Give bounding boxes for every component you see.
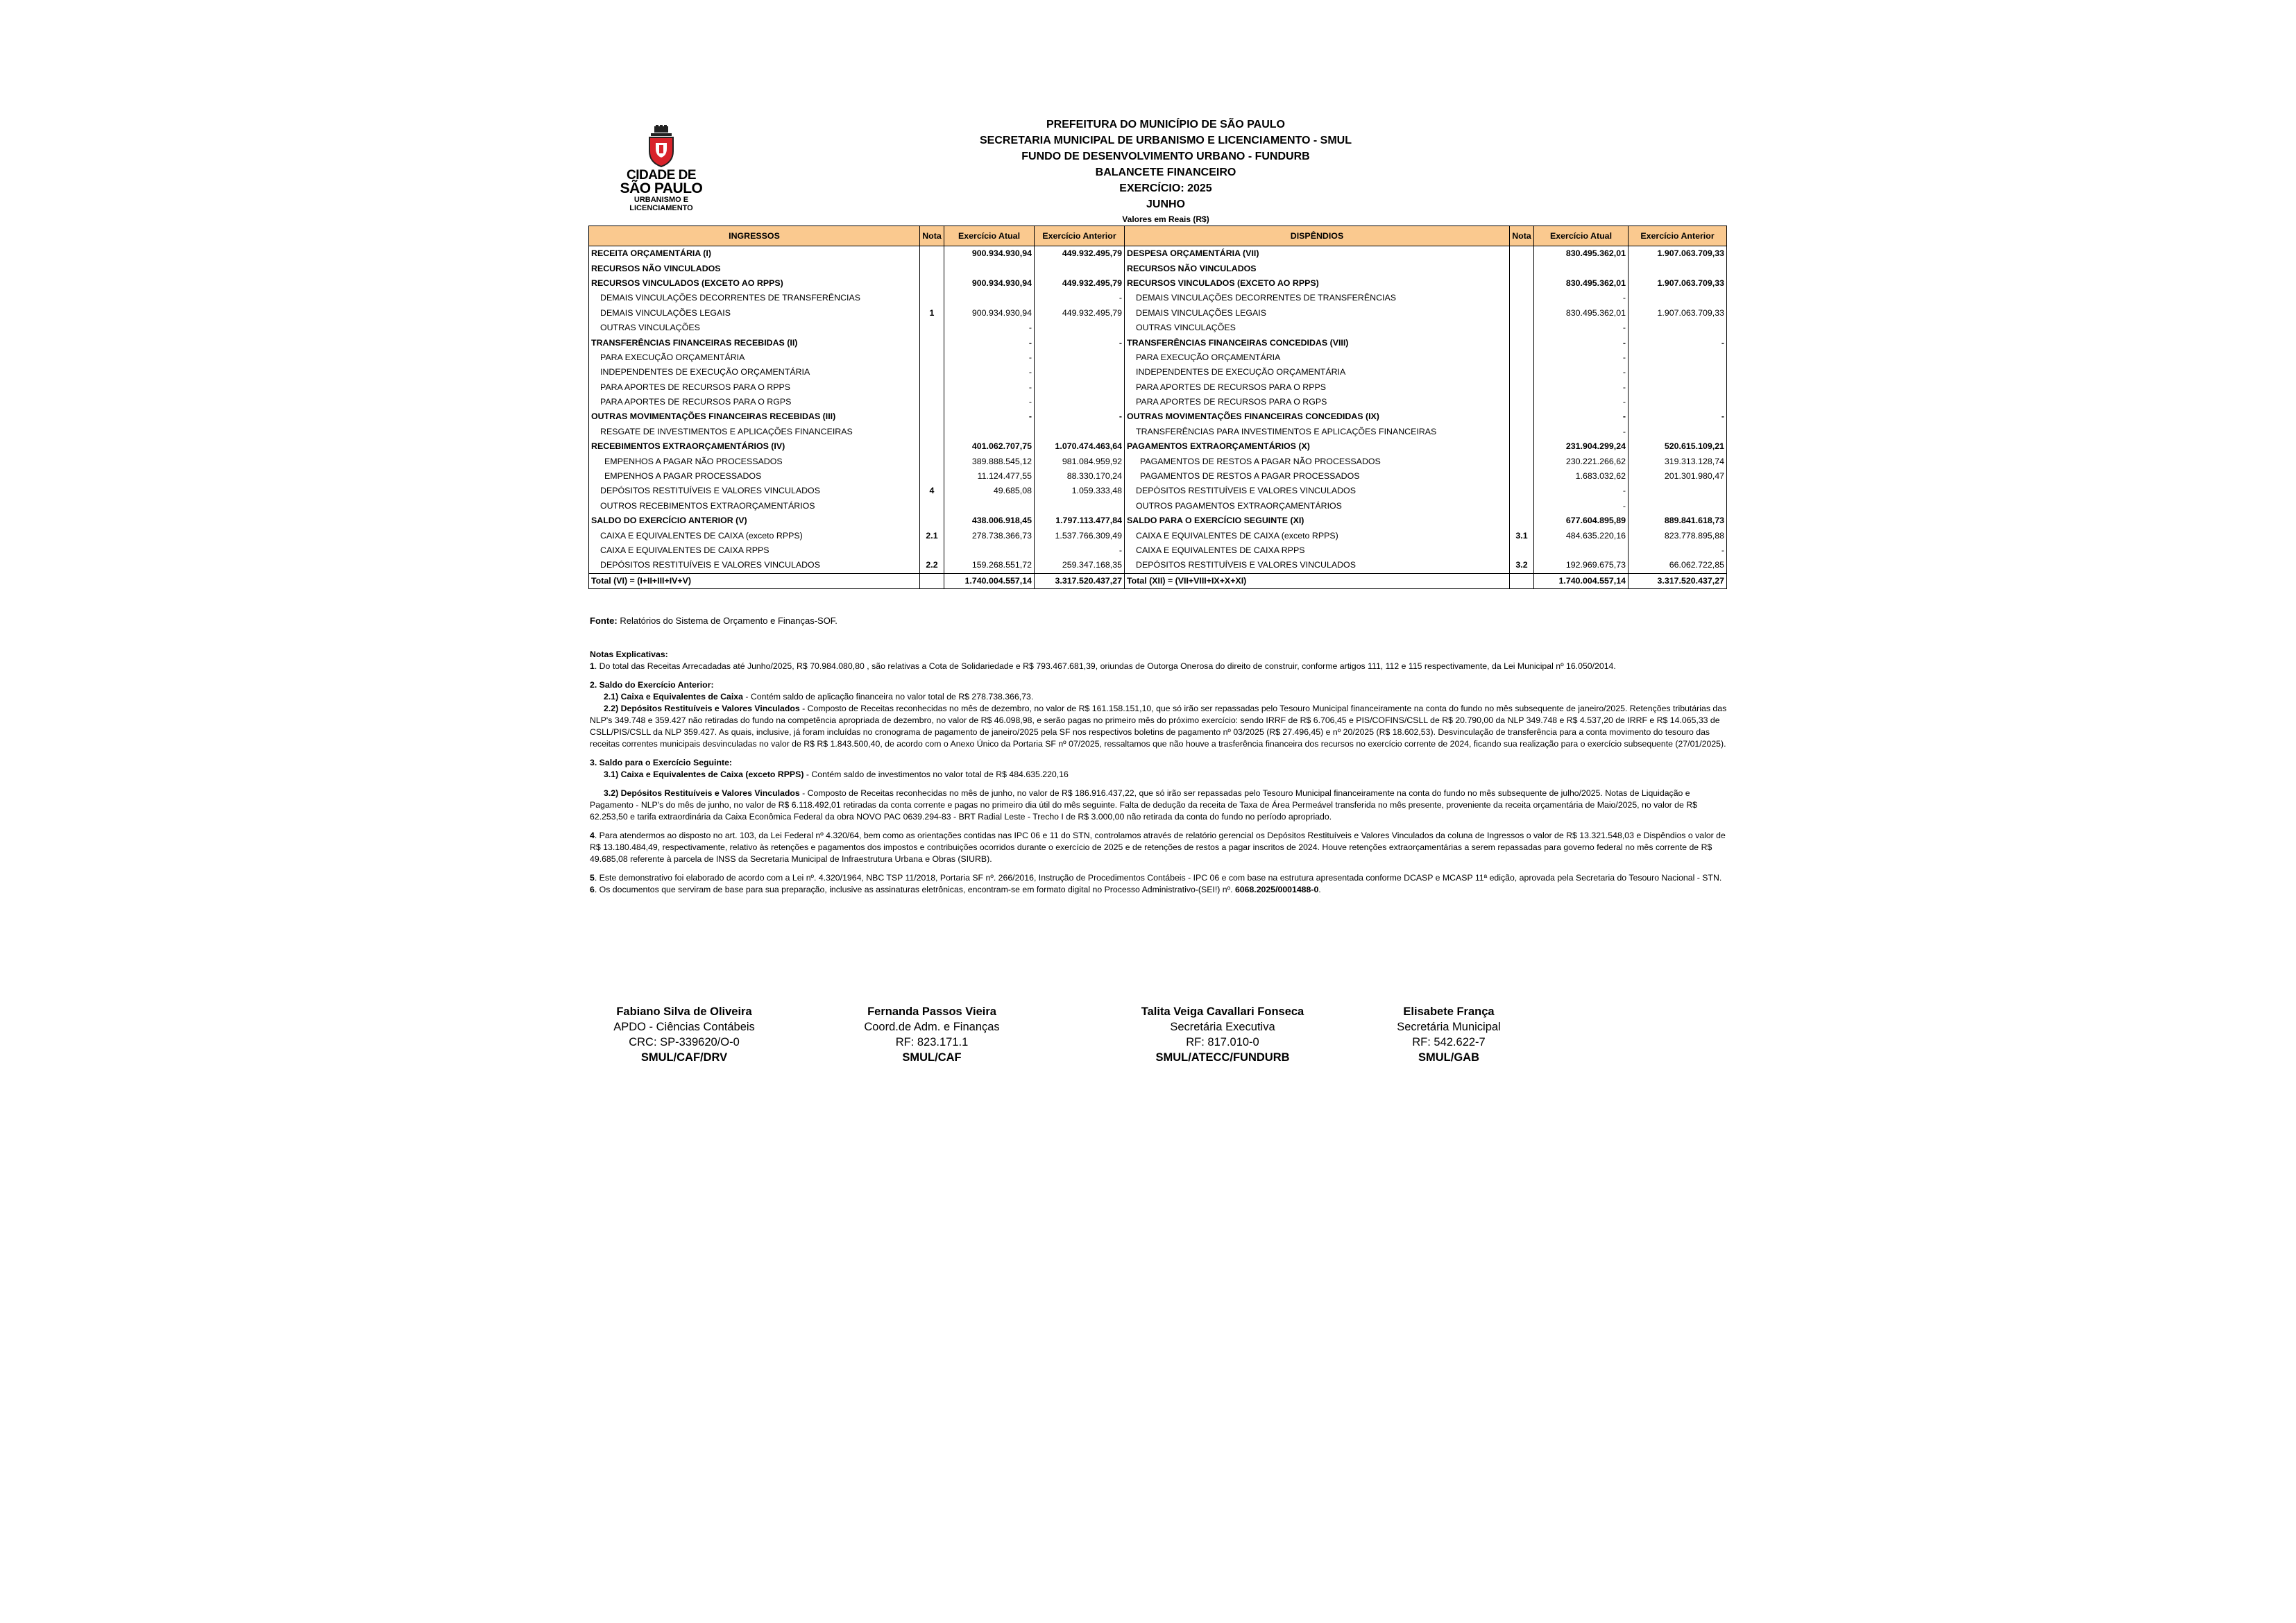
atual-cell: 900.934.930,94	[944, 306, 1035, 321]
note-3-1-text: - Contém saldo de investimentos no valor total de R$ 484.635.220,16	[803, 770, 1069, 779]
signature-role: Secretária Executiva	[1170, 1021, 1275, 1033]
anterior-cell: 66.062.722,85	[1629, 558, 1727, 573]
nota-cell	[920, 291, 944, 305]
table-row	[589, 439, 1727, 454]
logo-line2: SÃO PAULO	[620, 180, 703, 196]
atual-cell: 677.604.895,89	[1534, 513, 1629, 528]
nota-cell	[920, 350, 944, 365]
nota-cell	[1510, 454, 1534, 468]
nota-cell	[920, 409, 944, 424]
anterior-cell: -	[1629, 409, 1727, 424]
header-line4: BALANCETE FINANCEIRO	[1095, 167, 1236, 178]
table-row	[589, 276, 1727, 291]
atual-cell: -	[1534, 335, 1629, 350]
signature-department: SMUL/CAF/DRV	[640, 1051, 728, 1064]
col-atual: Exercício Atual	[944, 226, 1035, 246]
ingressos-cell: EMPENHOS A PAGAR NÃO PROCESSADOS	[589, 454, 920, 468]
atual-cell: 900.934.930,94	[944, 246, 1035, 262]
note-3-1-label: 3.1) Caixa e Equivalentes de Caixa (exceto RPPS)	[604, 770, 804, 779]
atual-cell: -	[1534, 291, 1629, 305]
nota-cell	[920, 276, 944, 291]
header-line5: EXERCÍCIO: 2025	[1119, 182, 1212, 194]
anterior-cell: 1.907.063.709,33	[1629, 246, 1727, 262]
nota-cell	[1510, 573, 1534, 588]
atual-cell: -	[944, 409, 1035, 424]
nota-cell	[920, 365, 944, 380]
ingressos-cell: OUTRAS MOVIMENTAÇÕES FINANCEIRAS RECEBIDAS (III)	[589, 409, 920, 424]
anterior-cell	[1035, 380, 1125, 395]
atual-cell: 830.495.362,01	[1534, 246, 1629, 262]
nota-cell	[1510, 291, 1534, 305]
atual-cell: -	[944, 380, 1035, 395]
note-1-num: 1	[590, 661, 595, 671]
anterior-cell	[1035, 499, 1125, 513]
note-6-end: .	[1318, 885, 1321, 894]
logo-line1: CIDADE DE	[626, 168, 696, 182]
nota-cell	[1510, 499, 1534, 513]
dispendios-cell: PAGAMENTOS EXTRAORÇAMENTÁRIOS (X)	[1125, 439, 1510, 454]
col-ingressos: INGRESSOS	[589, 226, 920, 246]
atual-cell: 11.124.477,55	[944, 469, 1035, 484]
nota-cell	[1510, 261, 1534, 275]
signature-4	[1359, 1004, 1539, 1065]
signature-name: Fernanda Passos Vieira	[867, 1005, 996, 1018]
dispendios-cell: TRANSFERÊNCIAS FINANCEIRAS CONCEDIDAS (VIII)	[1125, 335, 1510, 350]
anterior-cell: 449.932.495,79	[1035, 246, 1125, 262]
signature-department: SMUL/CAF	[902, 1051, 962, 1064]
nota-cell	[920, 261, 944, 275]
note-2-1-label: 2.1) Caixa e Equivalentes de Caixa	[604, 692, 743, 702]
nota-cell	[1510, 409, 1534, 424]
table-row	[589, 454, 1727, 468]
atual-cell: 438.006.918,45	[944, 513, 1035, 528]
header-line3: FUNDO DE DESENVOLVIMENTO URBANO - FUNDURB	[1021, 151, 1310, 162]
signature-registration: RF: 823.171.1	[895, 1036, 969, 1048]
ingressos-cell: RECURSOS VINCULADOS (EXCETO AO RPPS)	[589, 276, 920, 291]
dispendios-cell: RECURSOS VINCULADOS (EXCETO AO RPPS)	[1125, 276, 1510, 291]
dispendios-cell: SALDO PARA O EXERCÍCIO SEGUINTE (XI)	[1125, 513, 1510, 528]
note-6-num: 6	[590, 885, 595, 894]
nota-cell	[1510, 365, 1534, 380]
signature-department: SMUL/GAB	[1418, 1051, 1479, 1064]
atual-cell: -	[1534, 395, 1629, 409]
anterior-cell: 1.907.063.709,33	[1629, 306, 1727, 321]
atual-cell: -	[1534, 380, 1629, 395]
logo-line3: URBANISMO E	[633, 196, 689, 204]
signature-1	[594, 1004, 774, 1065]
nota-cell	[1510, 513, 1534, 528]
anterior-cell	[1035, 395, 1125, 409]
anterior-cell: 319.313.128,74	[1629, 454, 1727, 468]
atual-cell: -	[1534, 365, 1629, 380]
nota-cell	[1510, 484, 1534, 498]
dispendios-cell: RECURSOS NÃO VINCULADOS	[1125, 261, 1510, 275]
ingressos-cell: DEPÓSITOS RESTITUÍVEIS E VALORES VINCULADOS	[589, 558, 920, 573]
anterior-cell	[1629, 484, 1727, 498]
atual-cell: -	[944, 335, 1035, 350]
dispendios-cell: Total (XII) = (VII+VIII+IX+X+XI)	[1125, 573, 1510, 588]
atual-cell: 1.683.032,62	[1534, 469, 1629, 484]
anterior-cell: 1.907.063.709,33	[1629, 276, 1727, 291]
atual-cell: 484.635.220,16	[1534, 528, 1629, 543]
explanatory-notes	[590, 649, 1728, 896]
nota-cell: 2.2	[920, 558, 944, 573]
anterior-cell: 1.537.766.309,49	[1035, 528, 1125, 543]
anterior-cell: 1.797.113.477,84	[1035, 513, 1125, 528]
col-anterior: Exercício Anterior	[1035, 226, 1125, 246]
header-line6: JUNHO	[1146, 198, 1185, 210]
nota-cell	[920, 321, 944, 335]
anterior-cell: -	[1629, 335, 1727, 350]
anterior-cell	[1629, 291, 1727, 305]
anterior-cell: 3.317.520.437,27	[1629, 573, 1727, 588]
dispendios-cell: OUTROS PAGAMENTOS EXTRAORÇAMENTÁRIOS	[1125, 499, 1510, 513]
note-3-2	[590, 788, 1728, 823]
signature-registration: RF: 817.010-0	[1186, 1036, 1259, 1048]
note-3-title: 3. Saldo para o Exercício Seguinte:	[590, 758, 733, 767]
dispendios-cell: INDEPENDENTES DE EXECUÇÃO ORÇAMENTÁRIA	[1125, 365, 1510, 380]
nota-cell	[920, 499, 944, 513]
anterior-cell	[1629, 261, 1727, 275]
anterior-cell: 3.317.520.437,27	[1035, 573, 1125, 588]
signature-role: Coord.de Adm. e Finanças	[864, 1021, 1000, 1033]
note-2-2	[590, 703, 1728, 750]
nota-cell	[920, 543, 944, 558]
nota-cell	[1510, 321, 1534, 335]
table-row	[589, 335, 1727, 350]
city-logo	[602, 125, 720, 219]
atual-cell	[944, 261, 1035, 275]
balancete-table	[588, 226, 1727, 589]
signature-name: Fabiano Silva de Oliveira	[616, 1005, 752, 1018]
note-3-1	[590, 769, 1728, 781]
dispendios-cell: PARA APORTES DE RECURSOS PARA O RPPS	[1125, 380, 1510, 395]
nota-cell	[920, 246, 944, 262]
note-1-text: . Do total das Receitas Arrecadadas até Junho/2025, R$ 70.984.080,80 , são relativas a Cota de Solidariedade e R$ 793.467.681,39, oriundas de Outorga Onerosa do direito de construir, conforme artigos 111, 112 e 115 respectivamente, da Lei Municipal nº 16.050/2014.	[594, 661, 1616, 671]
source-text: Relatórios do Sistema de Orçamento e Finanças-SOF.	[617, 615, 837, 626]
table-row	[589, 306, 1727, 321]
note-5-text: . Este demonstrativo foi elaborado de acordo com a Lei nº. 4.320/1964, NBC TSP 11/2018, Portaria SF nº. 266/2016, Instrução de Procedimentos Contábeis - IPC 06 e com base na estrutura apresentada conforme DCASP e MCASP 11ª edição, aprovada pela Secretaria do Tesouro Nacional - STN.	[594, 873, 1722, 883]
signature-name: Elisabete França	[1403, 1005, 1495, 1018]
note-2-2-label: 2.2) Depósitos Restituíveis e Valores Vinculados	[604, 704, 800, 713]
nota-cell: 1	[920, 306, 944, 321]
note-4-text: . Para atendermos ao disposto no art. 103, da Lei Federal nº 4.320/64, bem como as orientações contidas nas IPC 06 e 11 do STN, controlamos através de relatório gerencial os Depósitos Restituíveis e Valores Vinculados da coluna de Ingressos o valor de R$ 13.321.548,03 e Dispêndios o valor de R$ 13.180.484,49, respectivamente, relativo às retenções e pagamentos dos impostos e contribuições ocorridos durante o exercício de 2025 e de retenções de restos a pagar inscritos de 2024. Houve retenções extraorçamentárias a serem repassadas para governo federal no mês corrente de R$ 49.685,08 referente à parcela de INSS da Secretaria Municipal de Infraestrutura Urbana e Obras (SIURB).	[590, 831, 1726, 864]
anterior-cell	[1035, 365, 1125, 380]
anterior-cell	[1629, 395, 1727, 409]
dispendios-cell: DEMAIS VINCULAÇÕES DECORRENTES DE TRANSFERÊNCIAS	[1125, 291, 1510, 305]
atual-cell: 230.221.266,62	[1534, 454, 1629, 468]
ingressos-cell: EMPENHOS A PAGAR PROCESSADOS	[589, 469, 920, 484]
dispendios-cell: PAGAMENTOS DE RESTOS A PAGAR NÃO PROCESSADOS	[1125, 454, 1510, 468]
anterior-cell: 449.932.495,79	[1035, 306, 1125, 321]
nota-cell	[1510, 306, 1534, 321]
table-row	[589, 321, 1727, 335]
anterior-cell	[1035, 350, 1125, 365]
table-row	[589, 291, 1727, 305]
coat-of-arms-icon	[645, 125, 678, 168]
table-row	[589, 484, 1727, 498]
signature-registration: RF: 542.622-7	[1412, 1036, 1486, 1048]
signature-name: Talita Veiga Cavallari Fonseca	[1141, 1005, 1304, 1018]
report-header	[867, 117, 1464, 226]
anterior-cell	[1035, 425, 1125, 439]
header-line1: PREFEITURA DO MUNICÍPIO DE SÃO PAULO	[1046, 119, 1285, 130]
table-row	[589, 261, 1727, 275]
dispendios-cell: CAIXA E EQUIVALENTES DE CAIXA (exceto RPPS)	[1125, 528, 1510, 543]
header-line2: SECRETARIA MUNICIPAL DE URBANISMO E LICENCIAMENTO - SMUL	[979, 135, 1352, 146]
note-6-text: . Os documentos que serviram de base para sua preparação, inclusive as assinaturas eletrônicas, encontram-se em formato digital no Processo Administrativo-(SEI!) nº.	[594, 885, 1235, 894]
anterior-cell: 823.778.895,88	[1629, 528, 1727, 543]
nota-cell	[1510, 439, 1534, 454]
nota-cell	[920, 425, 944, 439]
atual-cell: -	[1534, 425, 1629, 439]
nota-cell	[920, 513, 944, 528]
ingressos-cell: Total (VI) = (I+II+III+IV+V)	[589, 573, 920, 588]
note-3-2-label: 3.2) Depósitos Restituíveis e Valores Vinculados	[604, 788, 800, 798]
nota-cell	[920, 335, 944, 350]
note-2-title: 2. Saldo do Exercício Anterior:	[590, 680, 714, 690]
col-nota2: Nota	[1510, 226, 1534, 246]
nota-cell	[1510, 350, 1534, 365]
nota-cell	[1510, 469, 1534, 484]
anterior-cell: 1.070.474.463,64	[1035, 439, 1125, 454]
table-row	[589, 380, 1727, 395]
atual-cell: 900.934.930,94	[944, 276, 1035, 291]
atual-cell: -	[1534, 499, 1629, 513]
anterior-cell: 201.301.980,47	[1629, 469, 1727, 484]
source-label: Fonte:	[590, 615, 618, 626]
logo-line4: LICENCIAMENTO	[629, 204, 693, 212]
dispendios-cell: CAIXA E EQUIVALENTES DE CAIXA RPPS	[1125, 543, 1510, 558]
ingressos-cell: CAIXA E EQUIVALENTES DE CAIXA (exceto RPPS)	[589, 528, 920, 543]
ingressos-cell: DEMAIS VINCULAÇÕES LEGAIS	[589, 306, 920, 321]
table-row	[589, 350, 1727, 365]
col-nota: Nota	[920, 226, 944, 246]
nota-cell	[920, 380, 944, 395]
anterior-cell: 449.932.495,79	[1035, 276, 1125, 291]
ingressos-cell: INDEPENDENTES DE EXECUÇÃO ORÇAMENTÁRIA	[589, 365, 920, 380]
note-4	[590, 830, 1728, 865]
atual-cell	[1534, 543, 1629, 558]
table-row	[589, 469, 1727, 484]
anterior-cell	[1629, 321, 1727, 335]
note-6	[590, 884, 1728, 896]
atual-cell: -	[1534, 484, 1629, 498]
table-row	[589, 365, 1727, 380]
atual-cell: 1.740.004.557,14	[1534, 573, 1629, 588]
atual-cell: 401.062.707,75	[944, 439, 1035, 454]
note-4-num: 4	[590, 831, 595, 840]
table-row	[589, 528, 1727, 543]
dispendios-cell: DESPESA ORÇAMENTÁRIA (VII)	[1125, 246, 1510, 262]
signature-registration: CRC: SP-339620/O-0	[629, 1036, 740, 1048]
col-atual2: Exercício Atual	[1534, 226, 1629, 246]
nota-cell	[1510, 246, 1534, 262]
ingressos-cell: PARA APORTES DE RECURSOS PARA O RGPS	[589, 395, 920, 409]
ingressos-cell: PARA APORTES DE RECURSOS PARA O RPPS	[589, 380, 920, 395]
nota-cell	[1510, 543, 1534, 558]
table-row	[589, 499, 1727, 513]
atual-cell: 278.738.366,73	[944, 528, 1035, 543]
nota-cell	[920, 395, 944, 409]
note-2-1	[590, 691, 1728, 703]
table-row	[589, 246, 1727, 262]
ingressos-cell: PARA EXECUÇÃO ORÇAMENTÁRIA	[589, 350, 920, 365]
nota-cell	[920, 469, 944, 484]
anterior-cell	[1629, 380, 1727, 395]
dispendios-cell: DEPÓSITOS RESTITUÍVEIS E VALORES VINCULADOS	[1125, 558, 1510, 573]
note-2-2-text: - Composto de Receitas reconhecidas no mês de dezembro, no valor de R$ 161.158.151,10, que só irão ser repassadas pelo Tesouro Municipal financeiramente na conta do fundo no mês subsequente de janeiro/2025. Retenções tributárias das NLP's 349.748 e 359.427 não retiradas do fundo na competência apropriada de dezembro, no valor de R$ 46.098,98, e serão pagas no primeiro mês do próximo exercício: sendo IRRF de R$ 6.706,45 e PIS/COFINS/CSLL de R$ 20.790,00 da NLP 349.748 e R$ 4.537,20 de IRRF e R$ 14.065,33 de CSLL/PIS/CSLL da NLP 359.427. As quais, inclusive, já foram incluídas no cronograma de pagamento de janeiro/2025 pela SF nos respectivos boletins de pagamento nº 03/2025 (R$ 27.496,45) e nº 20/2025 (R$ 18.602,53). Desvinculação de transferência para a conta movimento do tesouro das receitas correntes municipais desvinculadas no valor de R$ R$ 1.843.500,40, de acordo com o Anexo Único da Portaria SF nº 07/2025, ressaltamos que não houve a trasferência financeira dos recursos no exercício corrente de 2024, ficando sua realização para o exercício subsequente (27/01/2025).	[590, 704, 1727, 749]
note-2-1-text: - Contém saldo de aplicação financeira no valor total de R$ 278.738.366,73.	[742, 692, 1034, 702]
ingressos-cell: CAIXA E EQUIVALENTES DE CAIXA RPPS	[589, 543, 920, 558]
table-row	[589, 543, 1727, 558]
ingressos-cell: RECEBIMENTOS EXTRAORÇAMENTÁRIOS (IV)	[589, 439, 920, 454]
anterior-cell	[1629, 425, 1727, 439]
atual-cell: -	[944, 321, 1035, 335]
ingressos-cell: DEPÓSITOS RESTITUÍVEIS E VALORES VINCULADOS	[589, 484, 920, 498]
atual-cell: -	[1534, 350, 1629, 365]
table-row	[589, 558, 1727, 573]
atual-cell: 830.495.362,01	[1534, 276, 1629, 291]
table-row	[589, 573, 1727, 588]
atual-cell: 159.268.551,72	[944, 558, 1035, 573]
anterior-cell	[1035, 261, 1125, 275]
dispendios-cell: DEMAIS VINCULAÇÕES LEGAIS	[1125, 306, 1510, 321]
note-1	[590, 661, 1728, 672]
ingressos-cell: SALDO DO EXERCÍCIO ANTERIOR (V)	[589, 513, 920, 528]
anterior-cell	[1629, 499, 1727, 513]
signature-2	[842, 1004, 1022, 1065]
nota-cell: 3.2	[1510, 558, 1534, 573]
atual-cell	[944, 291, 1035, 305]
anterior-cell: 88.330.170,24	[1035, 469, 1125, 484]
ingressos-cell: OUTROS RECEBIMENTOS EXTRAORÇAMENTÁRIOS	[589, 499, 920, 513]
col-dispendios: DISPÊNDIOS	[1125, 226, 1510, 246]
atual-cell: 192.969.675,73	[1534, 558, 1629, 573]
anterior-cell: 1.059.333,48	[1035, 484, 1125, 498]
atual-cell: 1.740.004.557,14	[944, 573, 1035, 588]
dispendios-cell: TRANSFERÊNCIAS PARA INVESTIMENTOS E APLICAÇÕES FINANCEIRAS	[1125, 425, 1510, 439]
dispendios-cell: OUTRAS VINCULAÇÕES	[1125, 321, 1510, 335]
ingressos-cell: DEMAIS VINCULAÇÕES DECORRENTES DE TRANSFERÊNCIAS	[589, 291, 920, 305]
anterior-cell: 981.084.959,92	[1035, 454, 1125, 468]
atual-cell: -	[944, 365, 1035, 380]
dispendios-cell: PAGAMENTOS DE RESTOS A PAGAR PROCESSADOS	[1125, 469, 1510, 484]
ingressos-cell: TRANSFERÊNCIAS FINANCEIRAS RECEBIDAS (II)	[589, 335, 920, 350]
atual-cell	[944, 499, 1035, 513]
atual-cell: -	[1534, 409, 1629, 424]
ingressos-cell: RESGATE DE INVESTIMENTOS E APLICAÇÕES FINANCEIRAS	[589, 425, 920, 439]
anterior-cell: 259.347.168,35	[1035, 558, 1125, 573]
table-row	[589, 395, 1727, 409]
notes-title: Notas Explicativas:	[590, 649, 668, 659]
nota-cell	[1510, 425, 1534, 439]
anterior-cell: -	[1035, 543, 1125, 558]
signature-role: Secretária Municipal	[1397, 1021, 1501, 1033]
anterior-cell: -	[1629, 543, 1727, 558]
nota-cell	[920, 454, 944, 468]
anterior-cell: -	[1035, 291, 1125, 305]
atual-cell	[944, 425, 1035, 439]
atual-cell: -	[944, 350, 1035, 365]
nota-cell: 4	[920, 484, 944, 498]
anterior-cell: 520.615.109,21	[1629, 439, 1727, 454]
source-note	[590, 615, 837, 626]
nota-cell	[1510, 335, 1534, 350]
atual-cell	[944, 543, 1035, 558]
anterior-cell	[1629, 350, 1727, 365]
anterior-cell	[1035, 321, 1125, 335]
table-row	[589, 425, 1727, 439]
nota-cell: 2.1	[920, 528, 944, 543]
note-5-num: 5	[590, 873, 595, 883]
dispendios-cell: PARA EXECUÇÃO ORÇAMENTÁRIA	[1125, 350, 1510, 365]
col-anterior2: Exercício Anterior	[1629, 226, 1727, 246]
note-6-process: 6068.2025/0001488-0	[1234, 885, 1319, 894]
ingressos-cell: RECURSOS NÃO VINCULADOS	[589, 261, 920, 275]
table-row	[589, 513, 1727, 528]
atual-cell: 49.685,08	[944, 484, 1035, 498]
nota-cell	[1510, 380, 1534, 395]
dispendios-cell: OUTRAS MOVIMENTAÇÕES FINANCEIRAS CONCEDIDAS (IX)	[1125, 409, 1510, 424]
ingressos-cell: RECEITA ORÇAMENTÁRIA (I)	[589, 246, 920, 262]
note-5	[590, 872, 1728, 884]
note-3-2-text: - Composto de Receitas reconhecidas no mês de junho, no valor de R$ 186.916.437,22, que só irão ser repassadas pelo Tesouro Municipal financeiramente na conta do fundo no mês subsequente de julho/2025. Notas de Liquidação e Pagamento - NLP's do mês de junho, no valor de R$ 6.118.492,01 retiradas da conta corrente e pagas no primeiro dia útil do mês seguinte. Falta de dedução da receita de Taxa de Área Permeável transferida no mês presente, proveniente da receita orçamentária de Maio/2025, no valor de R$ 62.253,50 e tarifa extraordinária da Caixa Econômica Federal da obra NOVO PAC 0639.294-83 - BRT Radial Leste - Trecho I de R$ 3.000,00 não retirada da conta do fundo no período apropriado.	[590, 788, 1697, 822]
anterior-cell: 889.841.618,73	[1629, 513, 1727, 528]
atual-cell	[1534, 261, 1629, 275]
atual-cell: 830.495.362,01	[1534, 306, 1629, 321]
nota-cell	[1510, 395, 1534, 409]
dispendios-cell: PARA APORTES DE RECURSOS PARA O RGPS	[1125, 395, 1510, 409]
signature-department: SMUL/ATECC/FUNDURB	[1155, 1051, 1290, 1064]
nota-cell	[920, 573, 944, 588]
nota-cell	[920, 439, 944, 454]
dispendios-cell: DEPÓSITOS RESTITUÍVEIS E VALORES VINCULADOS	[1125, 484, 1510, 498]
atual-cell: 389.888.545,12	[944, 454, 1035, 468]
nota-cell: 3.1	[1510, 528, 1534, 543]
atual-cell: 231.904.299,24	[1534, 439, 1629, 454]
table-header-row	[589, 226, 1727, 246]
nota-cell	[1510, 276, 1534, 291]
signature-3	[1122, 1004, 1323, 1065]
atual-cell: -	[944, 395, 1035, 409]
table-row	[589, 409, 1727, 424]
anterior-cell: -	[1035, 335, 1125, 350]
anterior-cell	[1629, 365, 1727, 380]
anterior-cell: -	[1035, 409, 1125, 424]
ingressos-cell: OUTRAS VINCULAÇÕES	[589, 321, 920, 335]
signature-role: APDO - Ciências Contábeis	[613, 1021, 755, 1033]
header-units: Valores em Reais (R$)	[1122, 214, 1209, 224]
atual-cell: -	[1534, 321, 1629, 335]
